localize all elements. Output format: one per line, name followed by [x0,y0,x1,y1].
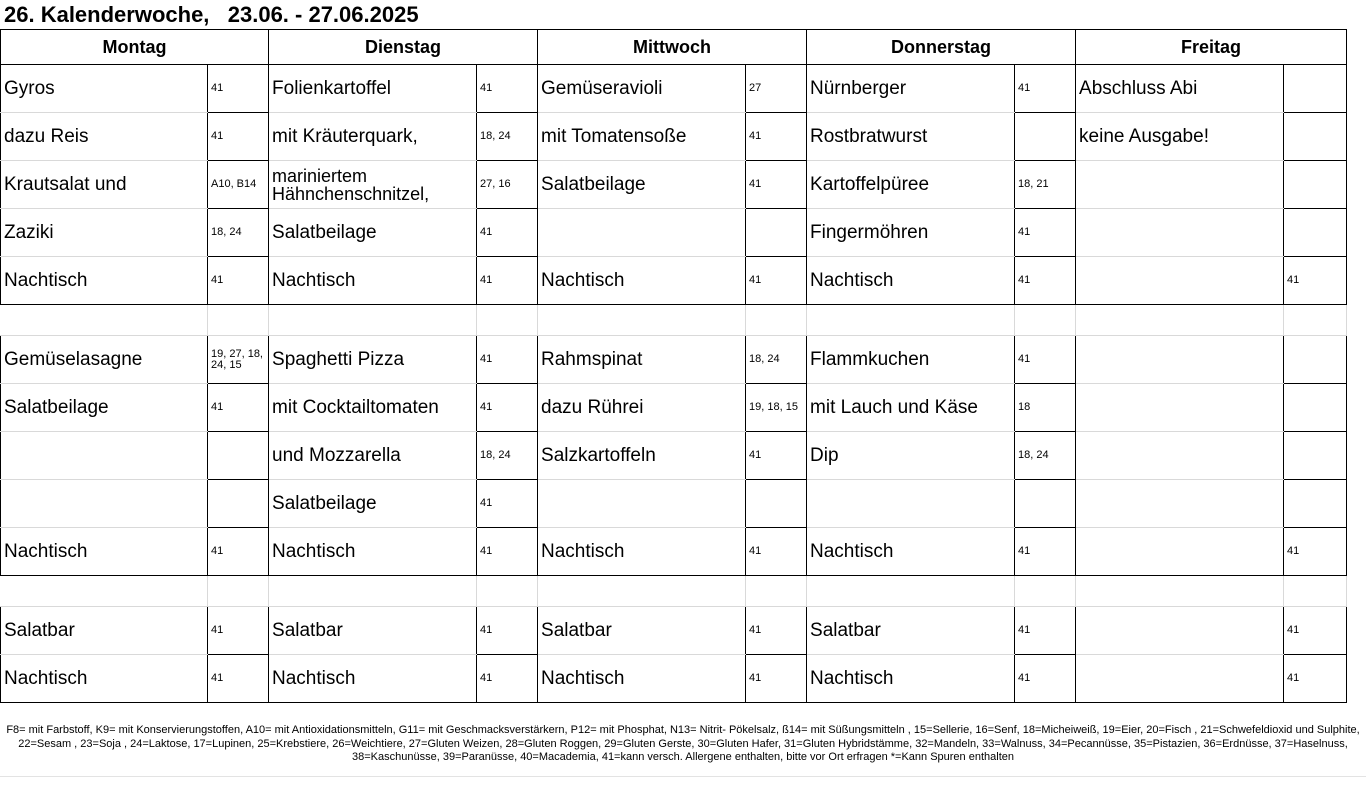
empty-cell [1284,576,1347,607]
menu-row [1,257,1347,305]
empty-cell [538,305,746,336]
allergen-code: 27, 16 [477,161,538,209]
allergen-code: 41 [477,209,538,257]
dish-name: Salatbeilage [1,384,208,432]
allergen-code: 41 [477,257,538,305]
day-header: Montag [1,30,269,65]
allergen-code: 18, 24 [477,432,538,480]
dish-name [1076,480,1284,528]
dish-name [1076,655,1284,703]
allergen-code: 18, 24 [746,336,807,384]
empty-cell [269,305,477,336]
allergen-code [1284,113,1347,161]
dish-name [807,480,1015,528]
dish-name: dazu Reis [1,113,208,161]
dish-name: Nachtisch [269,655,477,703]
dish-name: Nachtisch [1,528,208,576]
dish-name: mit Tomatensoße [538,113,746,161]
dish-name: Spaghetti Pizza [269,336,477,384]
dish-name: Salzkartoffeln [538,432,746,480]
allergen-code [1015,480,1076,528]
empty-cell [1015,576,1076,607]
empty-cell [807,576,1015,607]
empty-cell [477,305,538,336]
dish-name: Gyros [1,65,208,113]
menu-row [1,432,1347,480]
day-header: Dienstag [269,30,538,65]
dish-name: mit Kräuterquark, [269,113,477,161]
dish-name: Nachtisch [807,257,1015,305]
dish-name: Rostbratwurst [807,113,1015,161]
allergen-code: 41 [1015,607,1076,655]
dish-name [1076,432,1284,480]
allergen-code [1284,384,1347,432]
allergen-code: 41 [1284,607,1347,655]
allergen-code: 41 [477,384,538,432]
allergen-code: 19, 27, 18, 24, 15 [208,336,269,384]
dish-name: Nachtisch [807,528,1015,576]
empty-cell [746,576,807,607]
dish-name: und Mozzarella [269,432,477,480]
dish-name: Krautsalat und [1,161,208,209]
menu-row [1,336,1347,384]
allergen-code: 27 [746,65,807,113]
menu-row [1,113,1347,161]
dish-name: dazu Rührei [538,384,746,432]
dish-name: Nachtisch [538,528,746,576]
allergen-code: 41 [477,655,538,703]
empty-cell [1284,305,1347,336]
allergen-code [1015,113,1076,161]
empty-cell [269,576,477,607]
allergen-code: 41 [1284,528,1347,576]
dish-name [1076,528,1284,576]
dish-name: keine Ausgabe! [1076,113,1284,161]
empty-cell [1076,576,1284,607]
empty-cell [807,305,1015,336]
allergen-code: 41 [477,607,538,655]
allergen-code: 41 [477,528,538,576]
dish-name: Nürnberger [807,65,1015,113]
menu-row [1,209,1347,257]
allergen-code [1284,336,1347,384]
allergen-code: 41 [1015,528,1076,576]
dish-name: Flammkuchen [807,336,1015,384]
allergen-code: 41 [1015,336,1076,384]
menu-row [1,607,1347,655]
allergen-code: 41 [477,65,538,113]
dish-name: Salatbar [807,607,1015,655]
allergen-code: 41 [1015,257,1076,305]
dish-name: Nachtisch [538,257,746,305]
empty-cell [1,305,208,336]
dish-name: mit Lauch und Käse [807,384,1015,432]
menu-row [1,528,1347,576]
allergen-code: 41 [746,161,807,209]
allergen-code [1284,161,1347,209]
dish-name: Nachtisch [538,655,746,703]
allergen-code: 41 [477,480,538,528]
allergen-code: 41 [477,336,538,384]
allergen-code: 41 [208,65,269,113]
allergen-code [208,432,269,480]
allergen-code: 18, 24 [208,209,269,257]
menu-table [0,29,1347,703]
empty-cell [1,576,208,607]
menu-row [1,480,1347,528]
dish-name: Nachtisch [1,257,208,305]
allergen-code: 41 [746,113,807,161]
empty-cell [1076,305,1284,336]
dish-name: Nachtisch [1,655,208,703]
grid-line [0,776,1366,777]
allergen-code: 41 [1284,257,1347,305]
day-header: Donnerstag [807,30,1076,65]
day-header-row [1,30,1347,65]
empty-cell [477,576,538,607]
allergen-code: 41 [208,528,269,576]
dish-name: Fingermöhren [807,209,1015,257]
dish-name: Gemüseravioli [538,65,746,113]
dish-name: Abschluss Abi [1076,65,1284,113]
dish-name [1076,161,1284,209]
dish-name: Nachtisch [269,257,477,305]
empty-cell [538,576,746,607]
menu-row [1,384,1347,432]
allergen-code [1284,432,1347,480]
allergen-code: 18, 24 [1015,432,1076,480]
dish-name: mit Cocktailtomaten [269,384,477,432]
dish-name [1076,607,1284,655]
dish-name: Salatbeilage [269,480,477,528]
dish-name: Salatbar [1,607,208,655]
allergen-code: 41 [746,432,807,480]
allergen-code: 41 [208,384,269,432]
dish-name [1076,384,1284,432]
allergen-code: 41 [208,655,269,703]
dish-name: Salatbeilage [538,161,746,209]
dish-name: Rahmspinat [538,336,746,384]
allergen-code: 19, 18, 15 [746,384,807,432]
allergen-code [208,480,269,528]
dish-name: Folienkartoffel [269,65,477,113]
allergen-code: 41 [208,257,269,305]
dish-name: Salatbeilage [269,209,477,257]
allergen-code [1284,480,1347,528]
empty-cell [208,305,269,336]
dish-name: Nachtisch [269,528,477,576]
empty-cell [208,576,269,607]
allergen-code: 18, 24 [477,113,538,161]
allergen-code: 18, 21 [1015,161,1076,209]
allergen-code: 41 [1015,655,1076,703]
dish-name: Gemüselasagne [1,336,208,384]
allergen-code: 41 [1284,655,1347,703]
allergen-code: A10, B14 [208,161,269,209]
dish-name: Kartoffelpüree [807,161,1015,209]
day-header: Freitag [1076,30,1347,65]
menu-row [1,161,1347,209]
dish-name: Salatbar [538,607,746,655]
separator-row [1,576,1347,607]
dish-name [1076,336,1284,384]
empty-cell [1015,305,1076,336]
menu-row [1,65,1347,113]
menu-row [1,655,1347,703]
allergen-code [746,209,807,257]
allergen-code [746,480,807,528]
day-header: Mittwoch [538,30,807,65]
dish-name [538,480,746,528]
allergen-code: 41 [1015,209,1076,257]
dish-name [1076,257,1284,305]
dish-name: Nachtisch [807,655,1015,703]
dish-name: mariniertem Hähnchenschnitzel, [269,161,477,209]
allergen-legend: F8= mit Farbstoff, K9= mit Konservierungstoffen, A10= mit Antioxidationsmitteln, G11= mit Geschmacksverstärkern, P12= mit Phosphat, N13= Nitrit- Pökelsalz, ß14= mit Süßungsmitteln , 15=Sellerie, 16=Senf, 18=Micheiweiß, 19=Eier, 20=Fisch , 21=Schwefeldioxid und Sulphite, 22=Sesam , 23=Soja , 24=Laktose, 17=Lupinen, 25=Krebstiere, 26=Weichtiere, 27=Gluten Weizen, 28=Gluten Roggen, 29=Gluten Gerste, 30=Gluten Hafer, 31=Gluten Hybridstämme, 32=Mandeln, 33=Walnuss, 34=Pecannüsse, 35=Pistazien, 36=Erdnüsse, 37=Haselnuss, 38=Kaschunüsse, 39=Paranüsse, 40=Macademia, 41=kann versch. Allergene enthalten, bitte vor Ort erfragen *=Kann Spuren enthalten [6,724,1360,763]
allergen-code: 41 [746,655,807,703]
allergen-code [1284,209,1347,257]
allergen-code: 41 [746,528,807,576]
separator-row [1,305,1347,336]
dish-name [1,432,208,480]
allergen-code: 41 [746,607,807,655]
allergen-code: 41 [208,113,269,161]
allergen-code [1284,65,1347,113]
week-title: 26. Kalenderwoche, 23.06. - 27.06.2025 [4,2,419,27]
dish-name: Salatbar [269,607,477,655]
empty-cell [746,305,807,336]
dish-name: Dip [807,432,1015,480]
allergen-code: 41 [1015,65,1076,113]
allergen-code: 41 [208,607,269,655]
dish-name: Zaziki [1,209,208,257]
dish-name [1076,209,1284,257]
dish-name [538,209,746,257]
allergen-code: 41 [746,257,807,305]
allergen-code: 18 [1015,384,1076,432]
dish-name [1,480,208,528]
